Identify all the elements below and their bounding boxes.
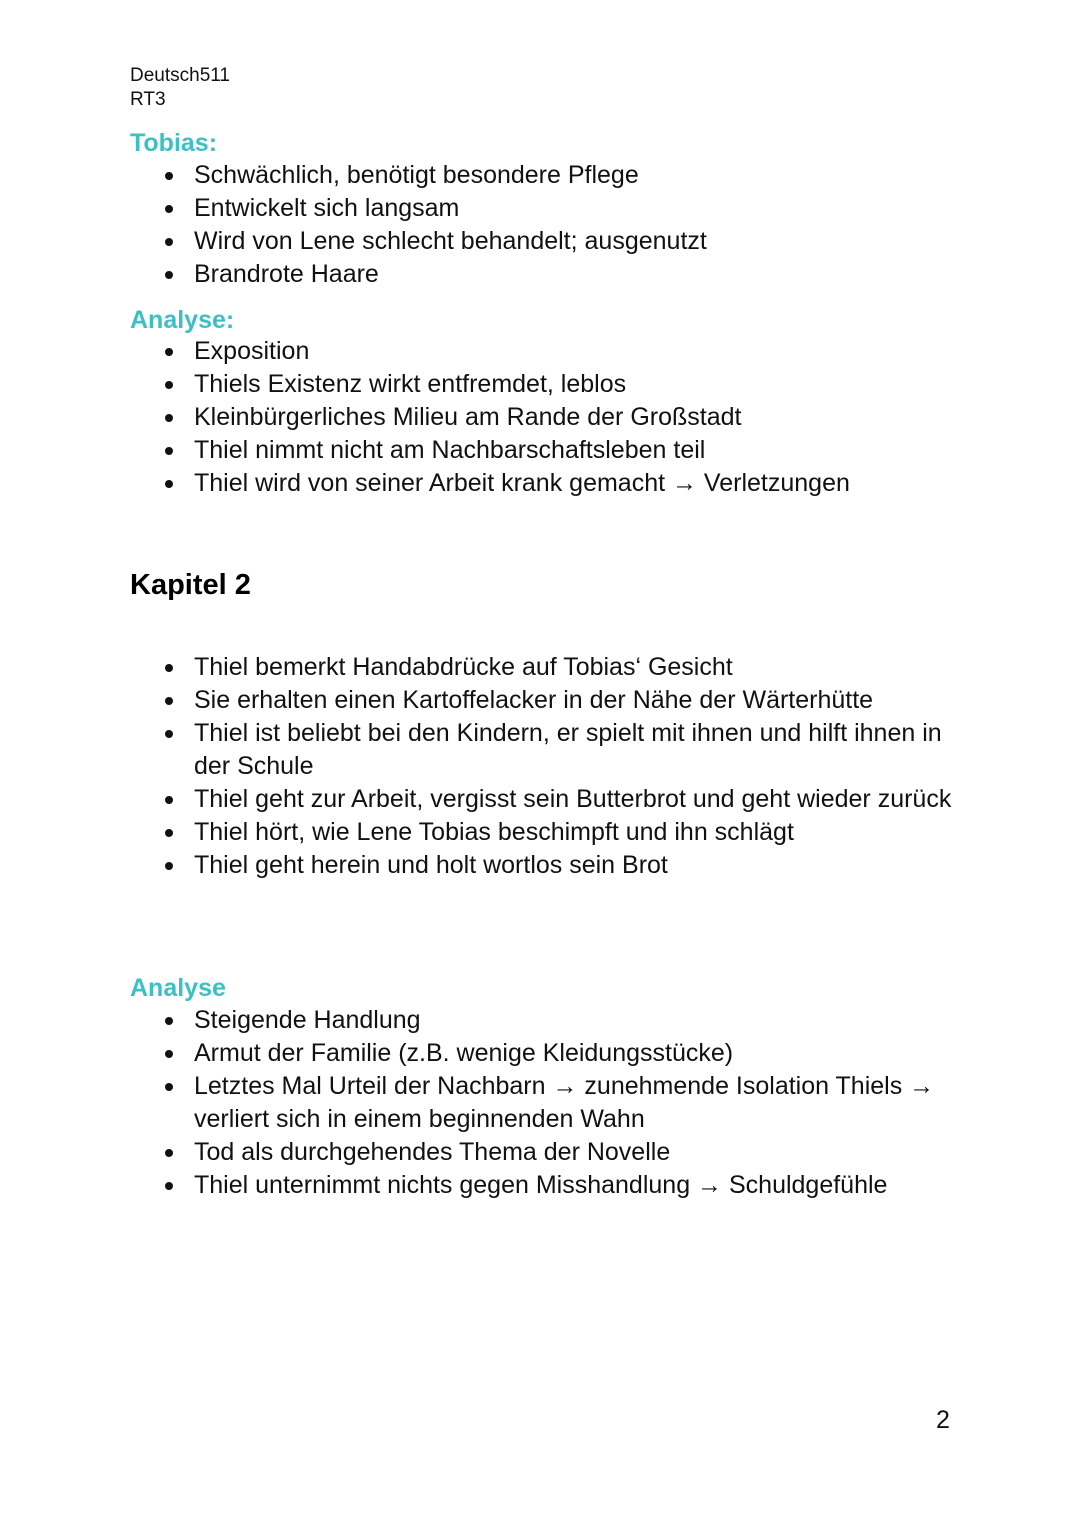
list-item: Thiel nimmt nicht am Nachbarschaftsleben teil [130,434,960,467]
page-number: 2 [936,1406,950,1434]
header-course: Deutsch511 [130,65,230,86]
chapter-title: Kapitel 2 [130,569,251,601]
header-code: RT3 [130,89,166,110]
list-item: Tod als durchgehendes Thema der Novelle [130,1136,960,1169]
list-item: Armut der Familie (z.B. wenige Kleidungsstücke) [130,1037,960,1070]
list-item: Thiels Existenz wirkt entfremdet, leblos [130,368,960,401]
list-item: Brandrote Haare [130,258,960,291]
section-label-tobias: Tobias: [130,129,218,157]
list-item: Kleinbürgerliches Milieu am Rande der Großstadt [130,401,960,434]
list-item: Letztes Mal Urteil der Nachbarn → zunehmende Isolation Thiels → verliert sich in einem beginnenden Wahn [130,1070,960,1136]
list-analyse-2 [130,1004,960,1202]
section-label-analyse-1: Analyse: [130,306,235,334]
list-item: Thiel bemerkt Handabdrücke auf Tobias‘ Gesicht [130,651,960,684]
list-item: Wird von Lene schlecht behandelt; ausgenutzt [130,225,960,258]
list-item: Thiel geht zur Arbeit, vergisst sein Butterbrot und geht wieder zurück [130,783,960,816]
list-item: Sie erhalten einen Kartoffelacker in der Nähe der Wärterhütte [130,684,960,717]
list-item: Thiel ist beliebt bei den Kindern, er spielt mit ihnen und hilft ihnen in der Schule [130,717,960,783]
list-tobias [130,159,960,291]
list-item: Thiel unternimmt nichts gegen Misshandlung → Schuldgefühle [130,1169,960,1202]
list-item: Exposition [130,335,960,368]
document-header [130,64,230,112]
list-item: Thiel geht herein und holt wortlos sein Brot [130,849,960,882]
list-kapitel-2 [130,651,960,882]
list-item: Steigende Handlung [130,1004,960,1037]
list-item: Thiel hört, wie Lene Tobias beschimpft und ihn schlägt [130,816,960,849]
section-label-analyse-2: Analyse [130,974,226,1002]
list-item: Entwickelt sich langsam [130,192,960,225]
list-analyse-1 [130,335,960,500]
list-item: Thiel wird von seiner Arbeit krank gemacht → Verletzungen [130,467,960,500]
list-item: Schwächlich, benötigt besondere Pflege [130,159,960,192]
